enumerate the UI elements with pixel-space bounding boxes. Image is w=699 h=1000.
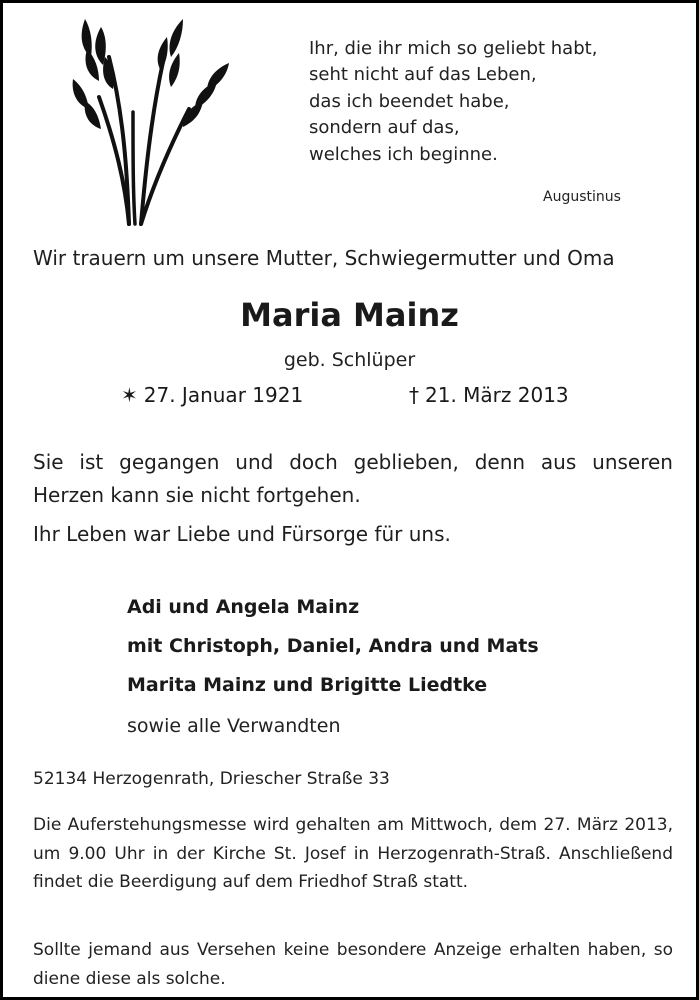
notice-paragraph: Sollte jemand aus Versehen keine besondere Anzeige erhalten haben, so diene diese als solche. (33, 940, 673, 989)
relatives-line: sowie alle Verwandten (127, 715, 341, 737)
intro-text: Wir trauern um unsere Mutter, Schwiegermutter und Oma (33, 246, 615, 270)
tribute-paragraph-2: Ihr Leben war Liebe und Fürsorge für uns. (33, 522, 451, 546)
deceased-name: Maria Mainz (240, 296, 459, 334)
tribute-paragraph: Sie ist gegangen und doch geblieben, denn aus unseren Herzen kann sie nicht fortgehen. (33, 450, 673, 507)
poem-line: seht nicht auf das Leben, (309, 64, 537, 86)
mourner-line: Marita Mainz und Brigitte Liedtke (127, 674, 488, 696)
poem-author: Augustinus (543, 189, 621, 205)
poem-line: welches ich beginne. (309, 143, 498, 165)
service-paragraph: Die Auferstehungsmesse wird gehalten am Mittwoch, dem 27. März 2013, um 9.00 Uhr in der Kirche St. Josef in Herzogenrath-Straß. Anschließend findet die Beerdigung auf dem Friedhof Straß statt. (33, 815, 673, 892)
mourners-list (127, 588, 539, 705)
birth-line (121, 383, 303, 407)
death-line (409, 383, 569, 407)
poem-line: sondern auf das, (309, 117, 460, 139)
address-line: 52134 Herzogenrath, Driescher Straße 33 (33, 769, 390, 789)
mourner-line: mit Christoph, Daniel, Andra und Mats (127, 635, 539, 657)
maiden-name: geb. Schlüper (283, 349, 416, 371)
wheat-icon (71, 17, 241, 229)
mourner-line: Adi und Angela Mainz (127, 596, 360, 618)
death-date: 21. März 2013 (425, 383, 569, 407)
poem-line: das ich beendet habe, (309, 90, 510, 112)
birth-date: 27. Januar 1921 (143, 383, 304, 407)
birth-star-icon: ✶ (121, 383, 138, 407)
death-cross-icon: † (409, 383, 419, 407)
poem (309, 36, 597, 168)
poem-line: Ihr, die ihr mich so geliebt habt, (309, 38, 598, 59)
